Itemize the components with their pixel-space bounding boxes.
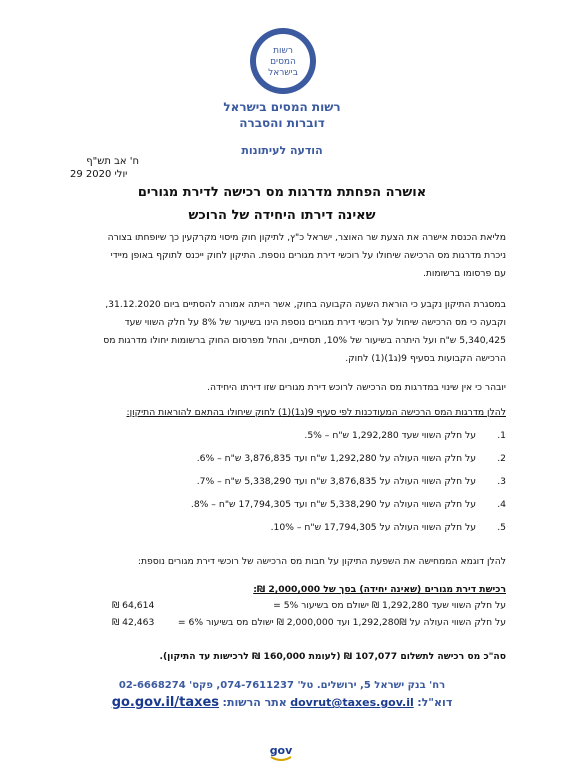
list-item bbox=[54, 430, 506, 446]
list-item-text: על חלק השווי העולה על 1,292,280 ש"ח ועד 3,876,835 ש"ח – 6%. bbox=[196, 453, 476, 464]
list-item-text: על חלק השווי העולה על 3,876,835 ש"ח ועד 5,338,290 ש"ח – 7%. bbox=[196, 476, 476, 487]
total-summary: סה"כ מס רכישה לתשלום 107,077 ₪ (לעומת 160,000 ₪ לרכישות עד התיקון). bbox=[159, 651, 506, 662]
paragraph-2-line-3: 5,340,425 ש"ח ועל היתרה בשיעור של 10%, תסתיים, והחל מפרסום החוק ברשומות יחולו מדרגות מס bbox=[103, 335, 506, 346]
paragraph-1-line-3: עם פרסומו ברשומות. bbox=[422, 268, 506, 279]
footer-contact bbox=[0, 695, 564, 710]
site-link[interactable]: go.gov.il/taxes bbox=[111, 695, 220, 710]
example-row-2-text: על חלק השווי העולה על 1,292,280₪ ועד 2,000,000 ₪ ישולם מס בשיעור 6% = bbox=[177, 617, 506, 628]
email-label: דוא"ל: bbox=[417, 696, 453, 709]
example-row-1-amount: 64,614 ₪ bbox=[112, 600, 155, 611]
example-intro: להלן דוגמא הממחישה את השפעת התיקון על חבות מס הרכישה של רוכשי דירת מגורים נוספת: bbox=[137, 556, 506, 567]
org-name: רשות המסים בישראל bbox=[223, 100, 341, 114]
logo-line-1: רשות bbox=[273, 46, 293, 56]
paragraph-1-line-2: ניכרת מדרגות מס הרכישה שיחולו על רוכשי דירת מגורים נוספת. התיקון לחוק ייכנס לתוקף באופן מיידי bbox=[110, 250, 506, 261]
page-title-line-2: שאינה דירתו היחידה של הרוכש bbox=[188, 208, 376, 223]
list-heading: להלן מדרגות המס הרכישה המעודכנות לפי סעיף 9(ג1)(1) לחוק שיחולו בהתאם להוראות התיקון: bbox=[126, 407, 506, 418]
logo-line-2: המסים bbox=[270, 57, 296, 67]
tax-authority-logo bbox=[248, 26, 318, 96]
list-item bbox=[54, 522, 506, 538]
paragraph-2-line-2: וקבעה כי מס הרכישה שיחול על רוכשי דירת מגורים נוספת הינו בשיעור של 8% על חלק השווי שעד bbox=[124, 317, 506, 328]
paragraph-3: יובהר כי אין שינוי במדרגות מס הרכישה לרוכש דירת מגורים שזו דירתו היחידה. bbox=[207, 382, 506, 393]
paragraph-2-line-1: במסגרת התיקון נקבע כי הוראת השעה הקבועה בחוק, אשר הייתה אמורה להסתיים ביום 31.12.2020, bbox=[105, 299, 506, 310]
list-item bbox=[54, 453, 506, 469]
department: דוברות והסברה bbox=[239, 116, 325, 130]
logo-line-3: בישראל bbox=[268, 68, 298, 78]
email-link[interactable]: dovrut@taxes.gov.il bbox=[290, 696, 414, 709]
paragraph-2-line-4: הרכישה הקבועות בסעיף 9(ג1)(1) לחוק. bbox=[345, 353, 506, 364]
example-row-1-text: על חלק השווי שעד 1,292,280 ₪ ישולם מס בשיעור 5% = bbox=[273, 600, 506, 611]
gov-logo bbox=[268, 741, 294, 763]
list-item-number: 4. bbox=[497, 499, 506, 510]
example-row-2-amount: 42,463 ₪ bbox=[112, 617, 155, 628]
example-heading: רכישת דירת מגורים (שאינה יחידה) בסך של 2,000,000 ₪: bbox=[253, 584, 506, 595]
date-hebrew: ח' אב תש"ף bbox=[86, 156, 139, 167]
list-item-number: 2. bbox=[497, 453, 506, 464]
list-item-text: על חלק השווי שעד 1,292,280 ש"ח – 5%. bbox=[304, 430, 476, 441]
list-item-text: על חלק השווי העולה על 5,338,290 ש"ח ועד 17,794,305 ש"ח – 8%. bbox=[190, 499, 476, 510]
list-item bbox=[54, 499, 506, 515]
date-gregorian: 29 יולי 2020 bbox=[70, 169, 128, 180]
list-item-number: 1. bbox=[497, 430, 506, 441]
gov-logo-text: gov bbox=[269, 744, 293, 757]
press-release-label: הודעה לעיתונות bbox=[241, 144, 323, 157]
site-label: אתר הרשות: bbox=[222, 696, 287, 709]
list-item-number: 3. bbox=[497, 476, 506, 487]
list-item-text: על חלק השווי העולה על 17,794,305 ש"ח – 10%. bbox=[270, 522, 476, 533]
paragraph-1-line-1: מליאת הכנסת אישרה את הצעת שר האוצר, ישראל כ"ץ, לתיקון חוק מיסוי מקרקעין כך שיופחתו בצורה bbox=[107, 232, 506, 243]
list-item bbox=[54, 476, 506, 492]
list-item-number: 5. bbox=[497, 522, 506, 533]
page-title-line-1: אושרה הפחתת מדרגות מס רכישה לדירת מגורים bbox=[137, 185, 427, 200]
footer-address: רח' בנק ישראל 5, ירושלים. טל' 074-7611237, פקס' 02-6668274 bbox=[118, 680, 446, 691]
